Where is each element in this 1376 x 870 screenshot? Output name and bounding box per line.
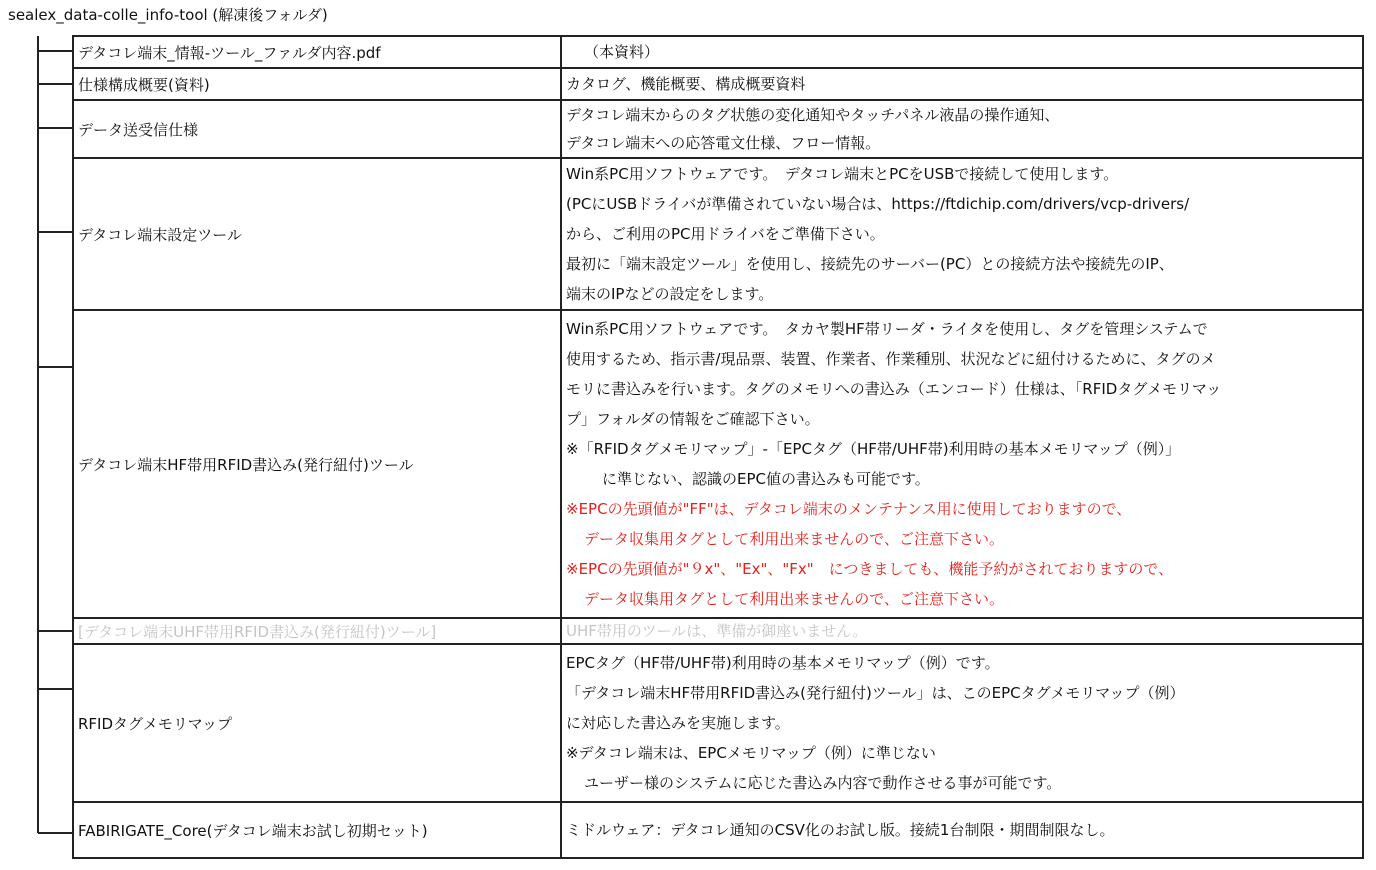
item-description (561, 310, 1363, 618)
item-name: デタコレ端末設定ツール (73, 158, 561, 310)
item-description (561, 618, 1363, 644)
item-description (561, 802, 1363, 858)
table-row (73, 644, 1363, 802)
item-description (561, 644, 1363, 802)
item-description (561, 158, 1363, 310)
folder-contents-table (72, 35, 1364, 859)
folder-tree-lines (0, 0, 80, 870)
warning-line: データ収集用タグとして利用出来ませんので、ご注意下さい。 (584, 590, 1005, 608)
desc-line: デタコレ端末への応答電文仕様、フロー情報。 (566, 134, 881, 152)
desc-line: UHF帯用のツールは、準備が御座いません。 (566, 622, 868, 640)
table-row (73, 68, 1363, 100)
desc-line: ※「RFIDタグメモリマップ」-「EPCタグ（HF帯/UHF帯)利用時の基本メモリマップ（例）」 (566, 440, 1181, 458)
desc-line: ユーザー様のシステムに応じた書込み内容で動作させる事が可能です。 (584, 774, 1062, 792)
item-description (561, 100, 1363, 158)
desc-line: 端末のIPなどの設定をします。 (566, 285, 774, 303)
item-name: FABIRIGATE_Core(デタコレ端末お試し初期セット) (73, 802, 561, 858)
desc-line: モリに書込みを行います。タグのメモリへの書込み（エンコード）仕様は、「RFIDタグメモリマッ (566, 380, 1222, 398)
desc-line: (PCにUSBドライバが準備されていない場合は、https://ftdichip.com/drivers/vcp-drivers/ (566, 195, 1190, 213)
item-name: 仕様構成概要(資料) (73, 68, 561, 100)
desc-line: プ」フォルダの情報をご確認下さい。 (566, 410, 820, 428)
table-row (73, 158, 1363, 310)
folder-title: sealex_data-colle_info-tool (解凍後フォルダ) (8, 6, 328, 24)
item-description (561, 68, 1363, 100)
item-name: デタコレ端末HF帯用RFID書込み(発行紐付)ツール (73, 310, 561, 618)
item-description (561, 36, 1363, 68)
desc-line: に準じない、認識のEPC値の書込みも可能です。 (602, 470, 930, 488)
desc-line: から、ご利用のPC用ドライバをご準備下さい。 (566, 225, 885, 243)
desc-line: に対応した書込みを実施します。 (566, 714, 790, 732)
warning-line: データ収集用タグとして利用出来ませんので、ご注意下さい。 (584, 530, 1005, 548)
desc-line: デタコレ端末からのタグ状態の変化通知やタッチパネル液晶の操作通知、 (566, 106, 1060, 124)
desc-line: （本資料） (584, 43, 660, 61)
table-row (73, 36, 1363, 68)
table-row (73, 618, 1363, 644)
table-row (73, 802, 1363, 858)
desc-line: カタログ、機能概要、構成概要資料 (566, 75, 806, 93)
desc-line: 「デタコレ端末HF帯用RFID書込み(発行紐付)ツール」は、このEPCタグメモリマップ（例） (566, 684, 1185, 702)
desc-line: 使用するため、指示書/現品票、装置、作業者、作業種別、状況などに紐付けるために、タグのメ (566, 350, 1216, 368)
table-row (73, 100, 1363, 158)
desc-line: ミドルウェア：デタコレ通知のCSV化のお試し版。接続1台制限・期間制限なし。 (566, 821, 1115, 839)
desc-line: Win系PC用ソフトウェアです。 タカヤ製HF帯リーダ・ライタを使用し、タグを管理システムで (566, 320, 1208, 338)
desc-line: EPCタグ（HF帯/UHF帯)利用時の基本メモリマップ（例）です。 (566, 654, 1000, 672)
item-name: データ送受信仕様 (73, 100, 561, 158)
warning-line: ※EPCの先頭値が"FF"は、デタコレ端末のメンテナンス用に使用しておりますので、 (566, 500, 1132, 518)
desc-line: Win系PC用ソフトウェアです。 デタコレ端末とPCをUSBで接続して使用します。 (566, 165, 1119, 183)
desc-line: 最初に「端末設定ツール」を使用し、接続先のサーバー(PC）との接続方法や接続先のIP、 (566, 255, 1174, 273)
warning-line: ※EPCの先頭値が"９x"、"Ex"、"Fx" につきましても、機能予約がされておりますので、 (566, 560, 1174, 578)
table-row (73, 310, 1363, 618)
item-name: デタコレ端末_情報-ツール_ファルダ内容.pdf (73, 36, 561, 68)
desc-line: ※デタコレ端末は、EPCメモリマップ（例）に準じない (566, 744, 936, 762)
item-name: [デタコレ端末UHF帯用RFID書込み(発行紐付)ツール] (73, 618, 561, 644)
item-name: RFIDタグメモリマップ (73, 644, 561, 802)
